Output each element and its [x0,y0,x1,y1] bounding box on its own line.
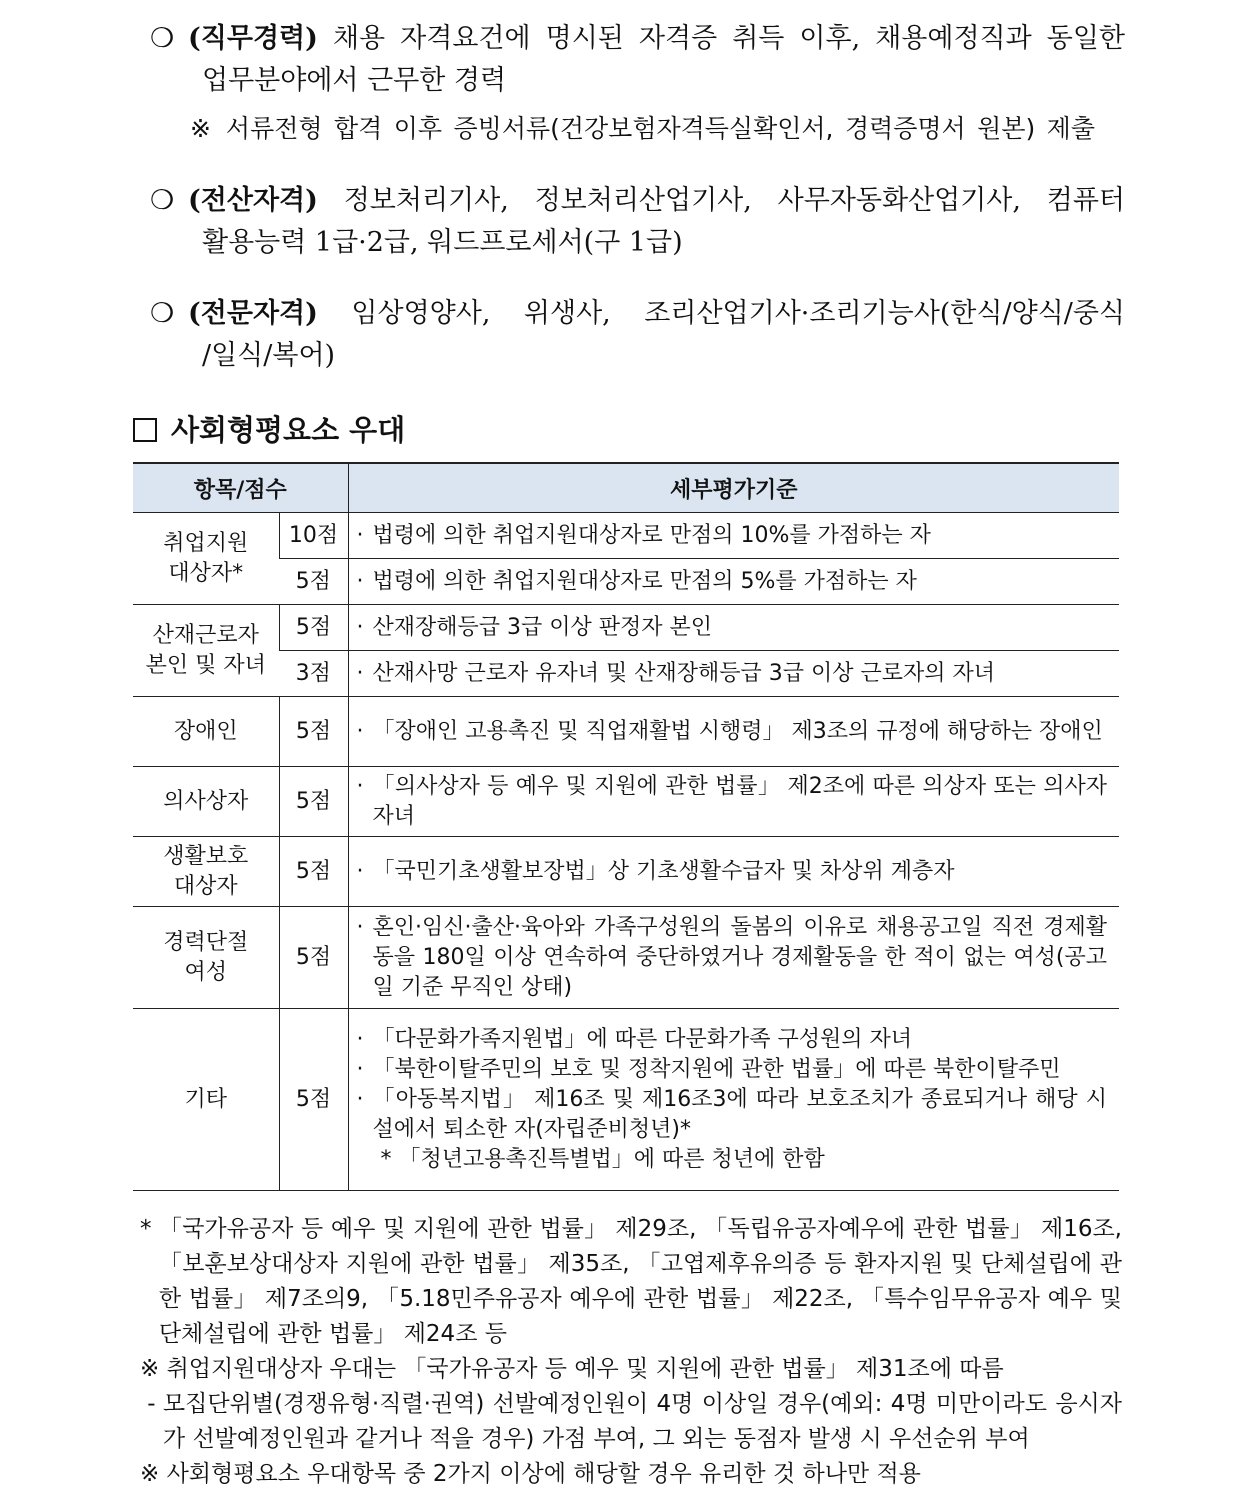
criteria-item [357,659,1108,689]
table-row [133,767,1119,837]
criteria-cell [348,837,1119,907]
criteria-text: 법령에 의한 취업지원대상자로 만점의 10%를 가점하는 자 [372,522,931,548]
bullet-text: 임상영양사, 위생사, 조리산업기사·조리기능사(한식/양식/중식 [317,298,1125,329]
bullet-text: 채용 자격요건에 명시된 자격증 취득 이후, 채용예정직과 동일한 [317,23,1125,54]
dot-bullet-icon: · [356,660,364,686]
bullet-heading: (전문자격) [188,298,318,329]
dot-bullet-icon: · [356,568,364,594]
dot-bullet-icon: · [356,773,364,799]
header-detail: 세부평가기준 [348,463,1119,513]
category-cell: 의사상자 [133,767,279,837]
footnote [140,1457,1122,1492]
criteria-item [357,521,1108,551]
footnote-mark: - [140,1391,163,1417]
criteria-item [357,613,1108,643]
dot-bullet-icon: · [356,522,364,548]
bullet-text-continued: 활용능력 1급·2급, 워드프로세서(구 1급) [202,227,683,258]
points-cell: 3점 [279,651,348,697]
criteria-item [357,717,1108,747]
criteria-text: 산재사망 근로자 유자녀 및 산재장해등급 3급 이상 근로자의 자녀 [372,660,996,686]
footnote-mark: ※ [140,1356,167,1382]
table-row [133,605,1119,651]
footnote-text: 사회형평요소 우대항목 중 2가지 이상에 해당할 경우 유리한 것 하나만 적용 [166,1461,921,1487]
table-row [133,907,1119,1009]
bullet-heading: (직무경력) [188,23,318,54]
category-cell: 생활보호 대상자 [133,837,279,907]
criteria-cell [348,513,1119,559]
footnote-mark: * [140,1216,159,1242]
footnote-text: 모집단위별(경쟁유형·직렬·권역) 선발예정인원이 4명 이상일 경우(예외: 4명 미만이라도 응시자가 선발예정인원과 같거나 적을 경우) 가점 부여, 그 외는 동점자 발생 시 우선순위 부여 [162,1391,1122,1452]
dot-bullet-icon: · [356,1086,364,1112]
criteria-cell [348,559,1119,605]
table-row [133,697,1119,767]
footnote-mark: ※ [140,1461,167,1487]
table-header-row [133,463,1119,513]
table-body [133,513,1119,1191]
criteria-text: 「북한이탈주민의 보호 및 정착지원에 관한 법률」에 따른 북한이탈주민 [372,1056,1061,1082]
criteria-text: 혼인·임신·출산·육아와 가족구성원의 돌봄의 이유로 채용공고일 직전 경제활동을 180일 이상 연속하여 중단하였거나 경제활동을 한 적이 없는 여성(공고일 기준 무직인 상태) [372,914,1108,1000]
criteria-item [357,1085,1108,1145]
footnote [140,1352,1122,1387]
dot-bullet-icon: · [356,614,364,640]
points-cell: 5점 [279,907,348,1009]
footnote [140,1387,1122,1457]
bullet-it-cert [150,180,1125,264]
criteria-cell [348,605,1119,651]
criteria-text: 「장애인 고용촉진 및 직업재활법 시행령」 제3조의 규정에 해당하는 장애인 [372,718,1103,744]
dot-bullet-icon: · [356,718,364,744]
category-cell: 취업지원 대상자* [133,513,279,605]
bullet-heading: (전산자격) [188,185,318,216]
table-row [133,1009,1119,1191]
table-row [133,559,1119,605]
section-title-text: 사회형평요소 우대 [171,413,406,447]
criteria-text: 「아동복지법」 제16조 및 제16조3에 따라 보호조치가 종료되거나 해당 시설에서 퇴소한 자(자립준비청년)* [372,1086,1108,1142]
criteria-text: 「다문화가족지원법」에 따른 다문화가족 구성원의 자녀 [372,1026,913,1052]
header-item-score: 항목/점수 [133,463,348,513]
category-cell: 장애인 [133,697,279,767]
category-cell: 기타 [133,1009,279,1191]
criteria-item [357,772,1108,832]
dot-bullet-icon: · [356,1026,364,1052]
criteria-text: 산재장해등급 3급 이상 판정자 본인 [372,614,713,640]
points-cell: 5점 [279,697,348,767]
criteria-cell [348,651,1119,697]
footnote-text: 취업지원대상자 우대는 「국가유공자 등 예우 및 지원에 관한 법률」 제31조에 따름 [166,1356,1004,1382]
footnotes [140,1212,1122,1492]
criteria-item [357,1025,1108,1055]
bullet-pro-cert [150,293,1125,377]
preference-table [133,462,1119,1191]
criteria-text: 법령에 의한 취업지원대상자로 만점의 5%를 가점하는 자 [372,568,917,594]
circle-bullet-icon: ❍ [150,298,175,329]
bullet-career [150,18,1125,150]
points-cell: 5점 [279,1009,348,1191]
points-cell: 5점 [279,605,348,651]
footnote [140,1212,1122,1352]
criteria-cell [348,907,1119,1009]
bullet-text-continued: 업무분야에서 근무한 경력 [202,65,507,96]
criteria-text: 「국민기초생활보장법」상 기초생활수급자 및 차상위 계층자 [372,858,955,884]
section-title [133,408,405,449]
criteria-text: 「의사상자 등 예우 및 지원에 관한 법률」 제2조에 따른 의상자 또는 의사자 자녀 [372,773,1108,829]
criteria-item [357,913,1108,1003]
criteria-cell [348,767,1119,837]
bullet-note: ※ 서류전형 합격 이후 증빙서류(건강보험자격득실확인서, 경력증명서 원본) 제출 [190,114,1095,143]
dot-bullet-icon: · [356,858,364,884]
table-row [133,651,1119,697]
dot-bullet-icon: · [356,1056,364,1082]
circle-bullet-icon: ❍ [150,185,175,216]
criteria-item [357,857,1108,887]
points-cell: 5점 [279,837,348,907]
points-cell: 10점 [279,513,348,559]
points-cell: 5점 [279,559,348,605]
criteria-item [357,567,1108,597]
category-cell: 산재근로자 본인 및 자녀 [133,605,279,697]
footnote-text: 「국가유공자 등 예우 및 지원에 관한 법률」 제29조, 「독립유공자예우에 관한 법률」 제16조, 「보훈보상대상자 지원에 관한 법률」 제35조, 「고엽제후유의증 등 환자지원 및 단체설립에 관한 법률」 제7조의9, 「5.18민주유공자 예우에 관한 법률」 제22조, 「특수임무유공자 예우 및 단체설립에 관한 법률」 제24조 등 [158,1216,1122,1347]
circle-bullet-icon: ❍ [150,23,175,54]
criteria-item [357,1055,1108,1085]
dot-bullet-icon: · [356,914,364,940]
points-cell: 5점 [279,767,348,837]
square-bullet-icon [133,418,157,442]
criteria-cell [348,697,1119,767]
category-cell: 경력단절 여성 [133,907,279,1009]
bullet-text: 정보처리기사, 정보처리산업기사, 사무자동화산업기사, 컴퓨터 [317,185,1125,216]
criteria-subnote: * 「청년고용촉진특별법」에 따른 청년에 한함 [380,1146,825,1172]
table-row [133,837,1119,907]
bullet-text-continued: /일식/복어) [202,340,336,371]
criteria-cell [348,1009,1119,1191]
table-row [133,513,1119,559]
